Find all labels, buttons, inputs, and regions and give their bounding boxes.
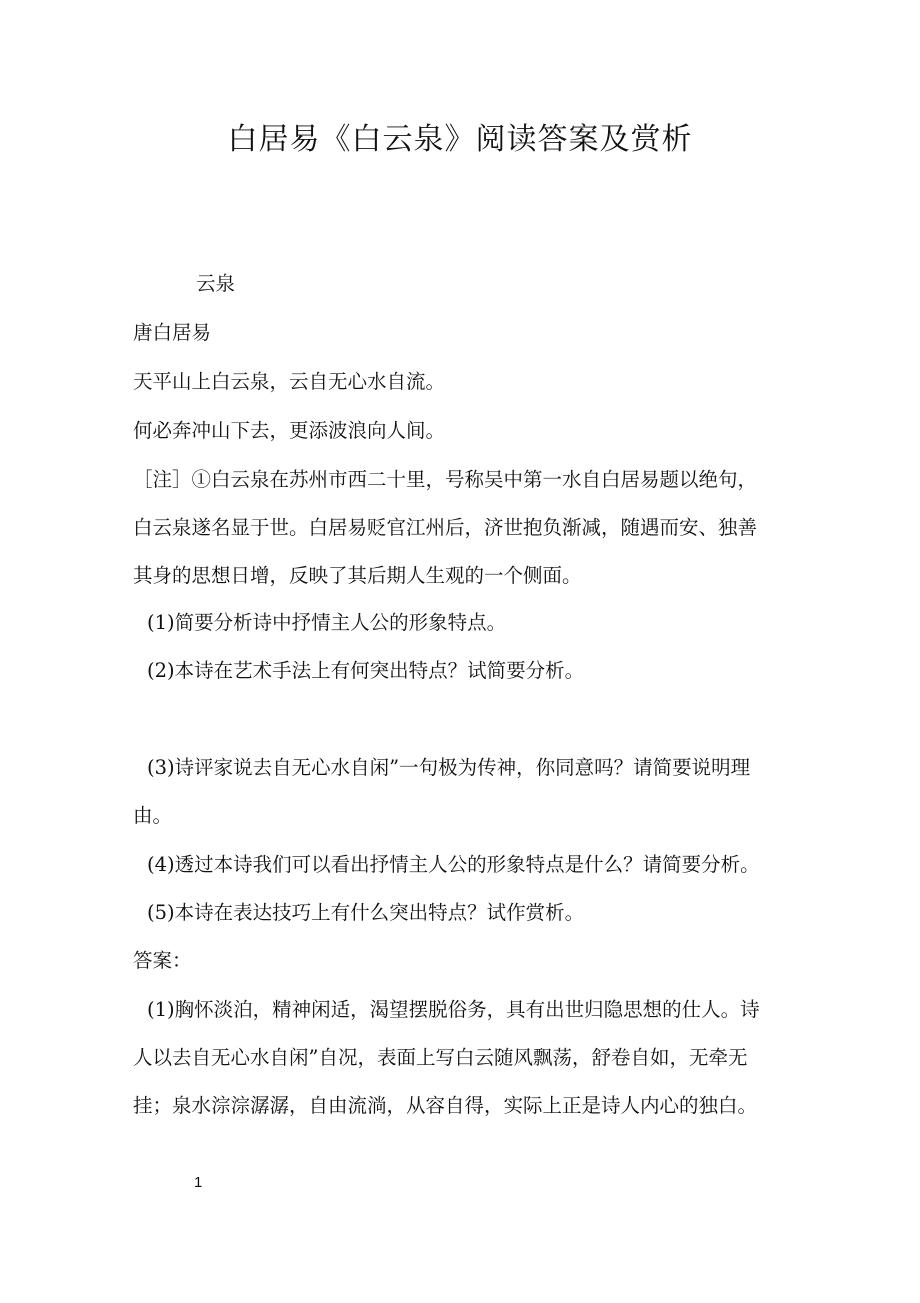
answer-1-line-1: (1)胸怀淡泊，精神闲适，渴望摆脱俗务，具有出世归隐思想的仕人。诗 (147, 998, 760, 1021)
question-2: (2)本诗在艺术手法上有何突出特点？试简要分析。 (147, 659, 585, 682)
question-5: (5)本诗在表达技巧上有什么突出特点？试作赏析。 (147, 901, 585, 924)
page-number: 1 (194, 1174, 203, 1191)
answer-1-line-2: 人以去自无心水自闲”自况，表面上写白云随风飘荡，舒卷自如，无牵无 (133, 1046, 748, 1069)
poem-line-2: 何必奔冲山下去，更添波浪向人间。 (133, 419, 446, 442)
poem-line-1: 天平山上白云泉，云自无心水自流。 (133, 370, 446, 393)
note-line-1: ［注］①白云泉在苏州市西二十里，号称吴中第一水自白居易题以绝句， (133, 468, 758, 491)
poem-heading: 云泉 (196, 272, 236, 295)
question-3-line-1: (3)诗评家说去自无心水自闲”一句极为传神，你同意吗？请简要说明理 (147, 756, 751, 779)
document-title: 白居易《白云泉》阅读答案及赏析 (227, 122, 693, 157)
question-1: (1)简要分析诗中抒情主人公的形象特点。 (147, 611, 507, 634)
answer-1-line-3: 挂；泉水淙淙潺潺，自由流淌，从容自得，实际上正是诗人内心的独白。 (133, 1094, 758, 1117)
question-3-line-2: 由。 (133, 804, 173, 827)
note-line-2: 白云泉遂名显于世。白居易贬官江州后，济世抱负渐减，随遇而安、独善 (133, 516, 758, 539)
poem-author: 唐白居易 (133, 321, 212, 344)
answers-heading: 答案： (133, 949, 192, 972)
note-line-3: 其身的思想日增，反映了其后期人生观的一个侧面。 (133, 564, 582, 587)
question-4: (4)透过本诗我们可以看出抒情主人公的形象特点是什么？请简要分析。 (147, 853, 760, 876)
